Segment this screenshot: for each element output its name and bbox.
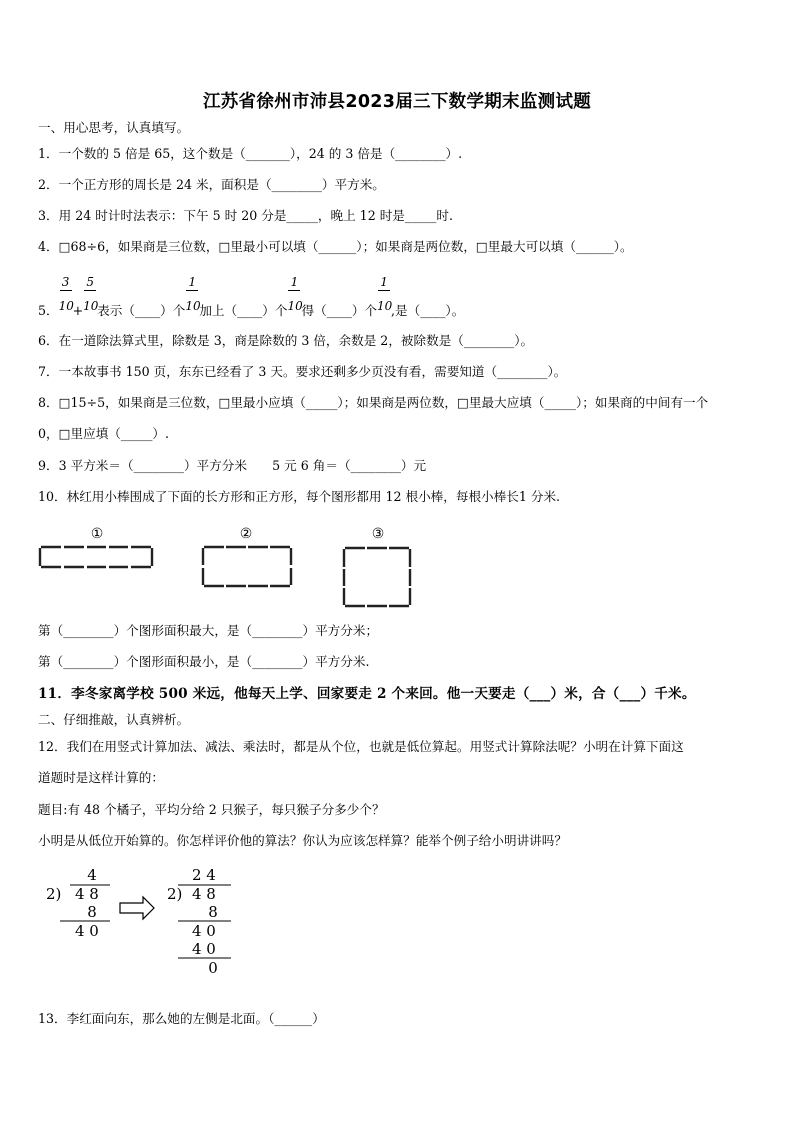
- figure-label-2: ②: [239, 526, 253, 542]
- left-dividend: 4 8: [75, 885, 99, 903]
- question-4: 4．□68÷6，如果商是三位数，□里最小可以填（______）；如果商是两位数，□里最大可以填（______）。: [38, 239, 633, 254]
- right-dividend: 4 8: [192, 885, 216, 903]
- long-division-diagrams: [30, 862, 330, 982]
- right-divisor: 2): [167, 885, 183, 903]
- q5-text-2: 加上（____）个: [199, 303, 288, 318]
- question-10: 10．林红用小棒围成了下面的长方形和正方形，每个图形都用 12 根小棒，每根小棒长1 分米.: [38, 489, 561, 504]
- fraction-1-10-c: $\frac{1}{10}$: [377, 275, 393, 313]
- question-12-line-1: 12．我们在用竖式计算加法、减法、乘法时，都是从个位，也就是低位算起。用竖式计算除法呢？小明在计算下面这: [38, 739, 684, 754]
- left-remainder: 4 0: [75, 922, 99, 940]
- question-10-answer-b: 第（________）个图形面积最小，是（________）平方分米.: [38, 654, 370, 669]
- question-11: 11．李冬家离学校 500 米远，他每天上学、回家要走 2 个来回。他一天要走（___）米，合（___）千米。: [38, 686, 696, 702]
- question-8-line-1: 8．□15÷5，如果商是三位数，□里最小应填（_____）；如果商是两位数，□里最大应填（_____）；如果商的中间有一个: [38, 395, 709, 410]
- left-subtract: 8: [87, 903, 97, 921]
- stick-figures: [0, 520, 794, 620]
- section-2-heading: 二、仔细推敲，认真辨析。: [38, 712, 190, 727]
- figure-2-rectangle: [203, 547, 291, 586]
- q5-prefix: 5．: [38, 303, 59, 318]
- question-12-line-2: 道题时是这样计算的：: [38, 770, 164, 785]
- question-13: 13．李红面向东，那么她的左侧是北面。（______）: [38, 1011, 325, 1026]
- q5-text-4: ,是（____）。: [391, 303, 465, 318]
- question-3: 3．用 24 时计时法表示：下午 5 时 20 分是_____，晚上 12 时是_____时.: [38, 208, 453, 223]
- fraction-3-10: $\frac{3}{10}$: [58, 275, 74, 313]
- question-12-prompt: 小明是从低位开始算的。你怎样评价他的算法？你认为应该怎样算？能举个例子给小明讲讲吗？: [38, 833, 567, 848]
- left-divisor: 2): [46, 885, 62, 903]
- fraction-1-10-b: $\frac{1}{10}$: [287, 275, 303, 313]
- figure-1-rectangle: [40, 547, 152, 567]
- right-subtract-1: 8: [208, 903, 218, 921]
- q5-text-1: 表示（____）个: [97, 303, 186, 318]
- figure-label-3: ③: [371, 526, 385, 542]
- question-12-problem: 题目:有 48 个橘子，平均分给 2 只猴子，每只猴子分多少个？: [38, 802, 385, 817]
- page-title: 江苏省徐州市沛县2023届三下数学期末监测试题: [202, 92, 592, 112]
- figure-3-square: [344, 548, 410, 606]
- right-remainder-1: 4 0: [192, 922, 216, 940]
- right-remainder-2: 0: [208, 959, 218, 977]
- section-1-heading: 一、用心思考，认真填写。: [38, 120, 190, 135]
- question-2: 2．一个正方形的周长是 24 米，面积是（________）平方米。: [38, 177, 385, 192]
- division-right: [167, 866, 231, 977]
- fraction-1-10-a: $\frac{1}{10}$: [185, 275, 201, 313]
- question-6: 6．在一道除法算式里，除数是 3，商是除数的 3 倍，余数是 2，被除数是（________）。: [38, 333, 534, 348]
- question-8-line-2: 0，□里应填（_____）.: [38, 426, 169, 441]
- question-7: 7．一本故事书 150 页，东东已经看了 3 天。要求还剩多少页没有看，需要知道（________）。: [38, 364, 567, 379]
- left-quotient: 4: [87, 866, 97, 884]
- q5-text-3: 得（____）个: [301, 303, 378, 318]
- figure-label-1: ①: [90, 526, 104, 542]
- plus-sign: +: [72, 303, 84, 318]
- right-subtract-2: 4 0: [192, 940, 216, 958]
- question-10-answer-a: 第（________）个图形面积最大，是（________）平方分米；: [38, 623, 379, 638]
- right-quotient: 2 4: [192, 866, 216, 884]
- question-1: 1．一个数的 5 倍是 65，这个数是（_______），24 的 3 倍是（________）.: [38, 146, 463, 161]
- division-left: [46, 866, 110, 940]
- fraction-5-10: $\frac{5}{10}$: [83, 275, 99, 313]
- arrow-icon: [120, 897, 154, 919]
- question-9: 9．3 平方米＝（________）平方分米 5 元 6 角＝（________）元: [38, 458, 427, 473]
- question-5: [38, 275, 764, 320]
